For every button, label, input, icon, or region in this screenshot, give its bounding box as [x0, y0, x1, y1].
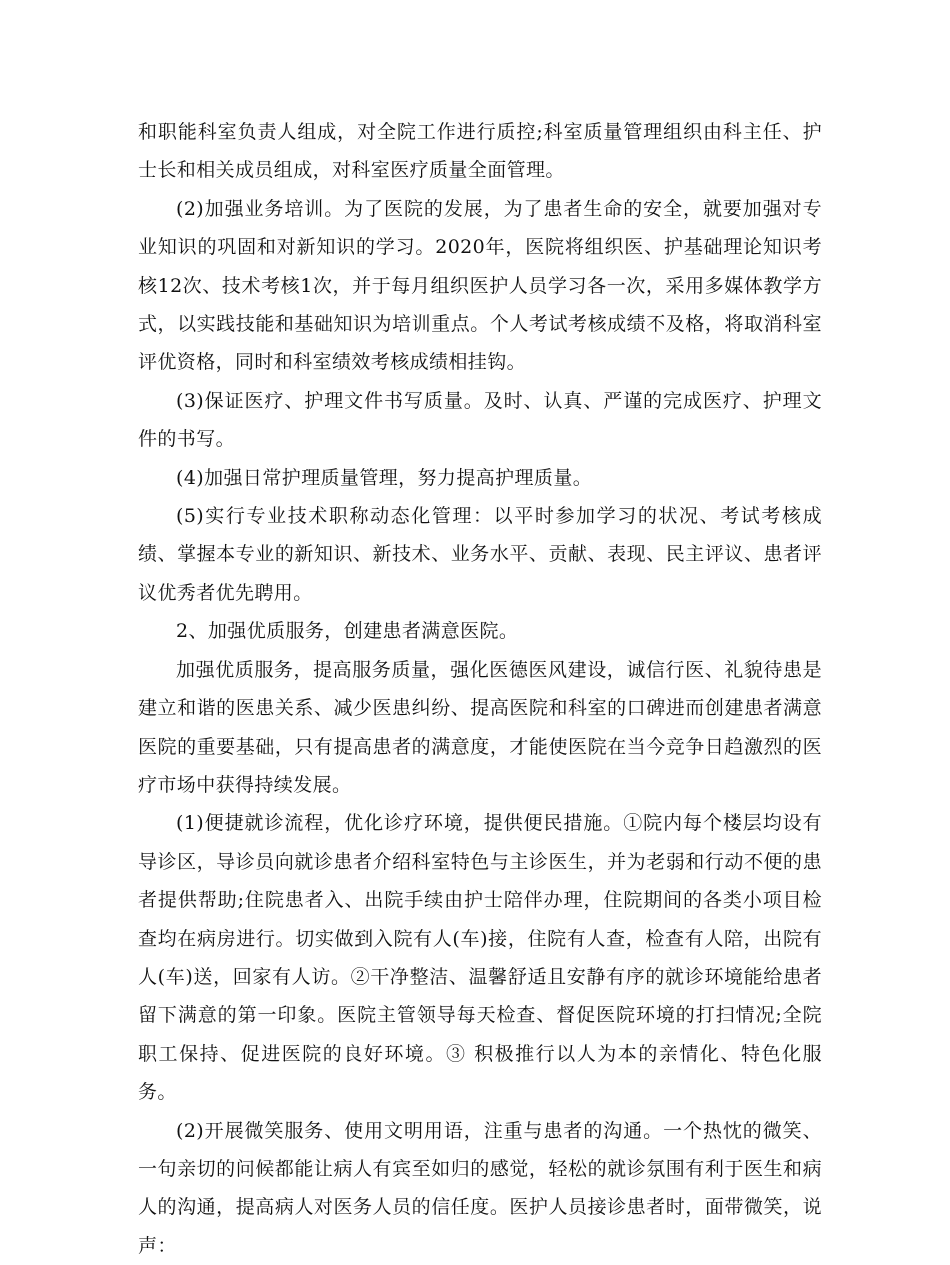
paragraph-title-management: (5)实行专业技术职称动态化管理：以平时参加学习的状况、考试考核成绩、掌握本专业的新知识、新技术、业务水平、贡献、表现、民主评议、患者评议优秀者优先聘用。 — [138, 505, 822, 604]
document-body — [138, 113, 822, 1265]
paragraph-nursing-quality: (4)加强日常护理质量管理，努力提高护理质量。 — [176, 466, 593, 489]
paragraph-quality-control: 和职能科室负责人组成，对全院工作进行质控;科室质量管理组织由科主任、护士长和相关成员组成，对科室医疗质量全面管理。 — [138, 121, 822, 182]
paragraph-smile-service: (2)开展微笑服务、使用文明用语，注重与患者的沟通。一个热忱的微笑、一句亲切的问候都能让病人有宾至如归的感觉，轻松的就诊氛围有利于医生和病人的沟通，提高病人对医务人员的信任度。医护人员接诊患者时，面带微笑，说声： — [138, 1119, 822, 1257]
paragraph-quality-service-intro: 加强优质服务，提高服务质量，强化医德医风建设，诚信行医、礼貌待患是建立和谐的医患关系、减少医患纠纷、提高医院和科室的口碑进而创建患者满意医院的重要基础，只有提高患者的满意度，才能使医院在当今竞争日趋激烈的医疗市场中获得持续发展。 — [138, 658, 822, 796]
paragraph-document-writing-quality: (3)保证医疗、护理文件书写质量。及时、认真、严谨的完成医疗、护理文件的书写。 — [138, 389, 822, 451]
paragraph-business-training: (2)加强业务培训。为了医院的发展，为了患者生命的安全，就要加强对专业知识的巩固和对新知识的学习。2020年，医院将组织医、护基础理论知识考核12次、技术考核1次，并于每月组织医护人员学习各一次，采用多媒体教学方式，以实践技能和基础知识为培训重点。个人考试考核成绩不及格，将取消科室评优资格，同时和科室绩效考核成绩相挂钩。 — [138, 197, 822, 374]
section-heading-quality-service: 2、加强优质服务，创建患者满意医院。 — [176, 620, 519, 643]
paragraph-convenient-process: (1)便捷就诊流程，优化诊疗环境，提供便民措施。①院内每个楼层均设有导诊区，导诊员向就诊患者介绍科室特色与主诊医生，并为老弱和行动不便的患者提供帮助;住院患者入、出院手续由护士陪伴办理，住院期间的各类小项目检查均在病房进行。切实做到入院有人(车)接，住院有人查，检查有人陪，出院有人(车)送，回家有人访。②干净整洁、温馨舒适且安静有序的就诊环境能给患者留下满意的第一印象。医院主管领导每天检查、督促医院环境的打扫情况;全院职工保持、促进医院的良好环境。③ 积极推行以人为本的亲情化、特色化服务。 — [138, 812, 822, 1104]
